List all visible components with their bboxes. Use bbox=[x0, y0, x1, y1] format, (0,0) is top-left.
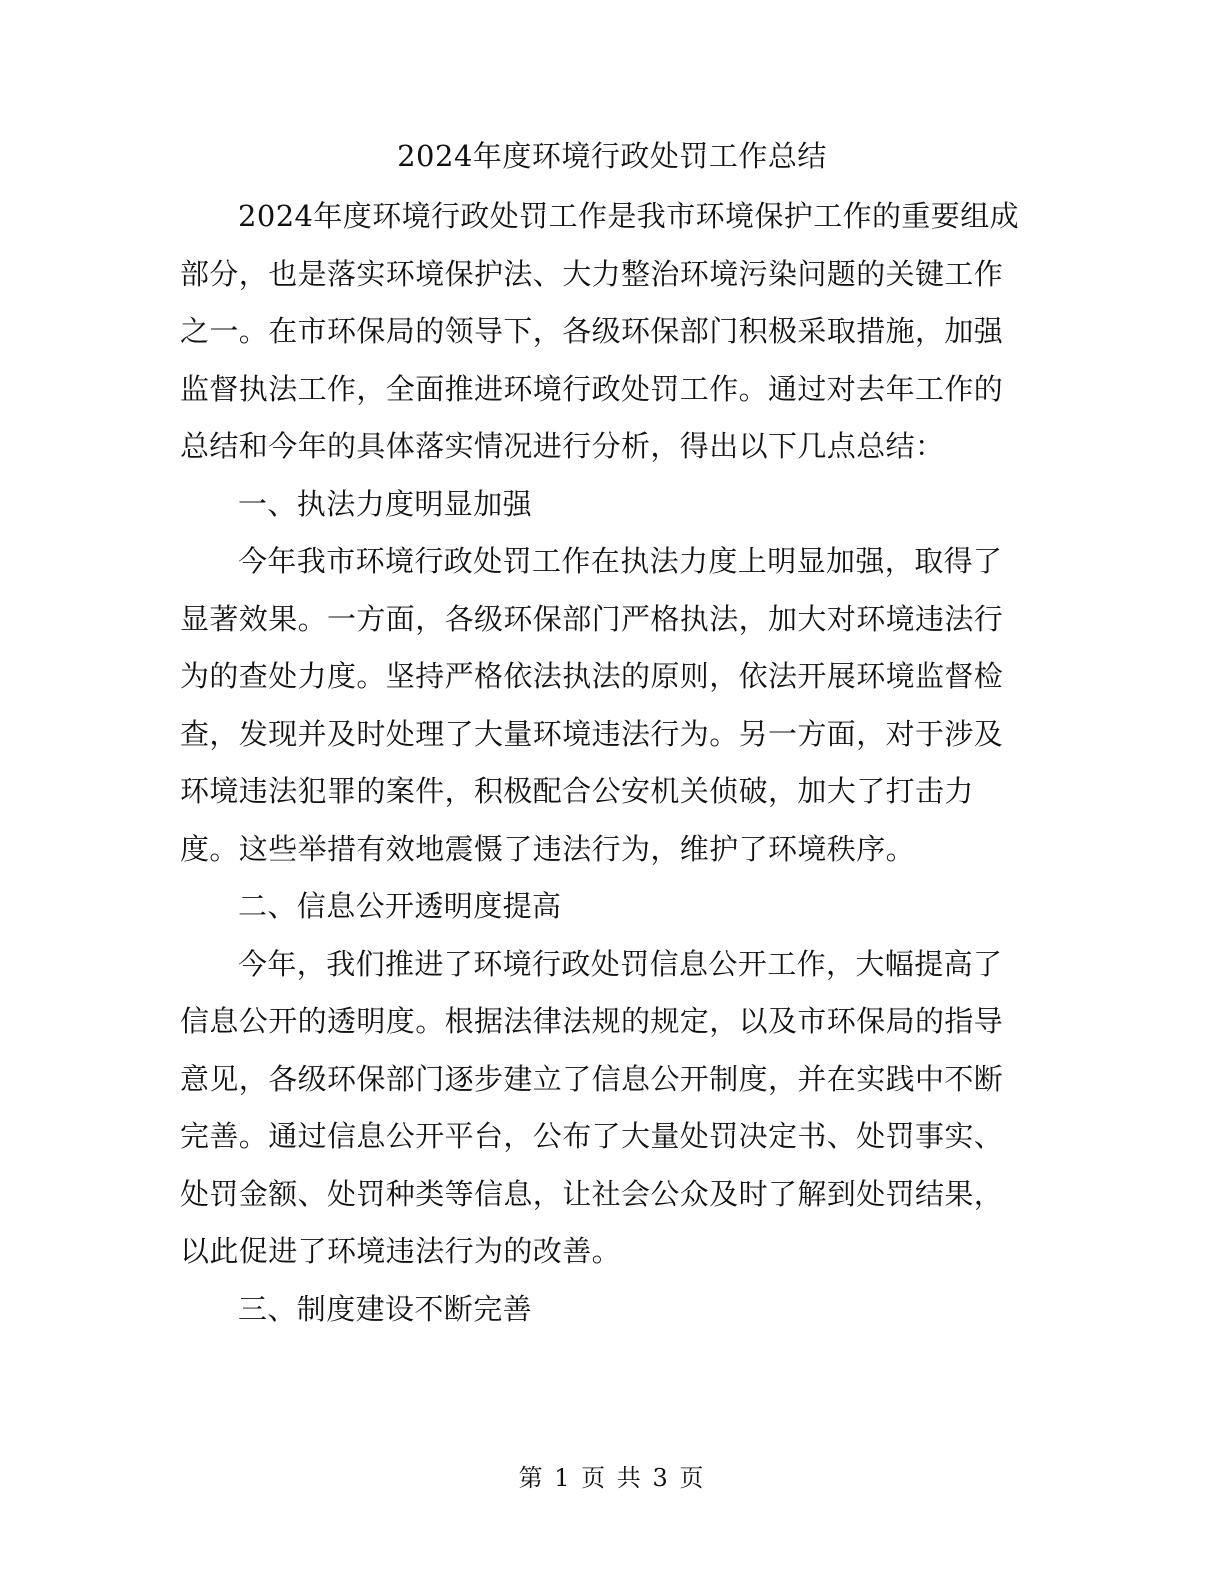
section-paragraph-1: 今年我市环境行政处罚工作在执法力度上明显加强，取得了显著效果。一方面，各级环保部门严格执法，加大对环境违法行为的查处力度。坚持严格依法执法的原则，依法开展环境监督检查，发现并及时处理了大量环境违法行为。另一方面，对于涉及环境违法犯罪的案件，积极配合公安机关侦破，加大了打击力度。这些举措有效地震慑了违法行为，维护了环境秩序。 bbox=[180, 544, 1004, 866]
intro-paragraph: 2024年度环境行政处罚工作是我市环境保护工作的重要组成部分，也是落实环境保护法、大力整治环境污染问题的关键工作之一。在市环保局的领导下，各级环保部门积极采取措施，加强监督执法工作，全面推进环境行政处罚工作。通过对去年工作的总结和今年的具体落实情况进行分析，得出以下几点总结： bbox=[180, 199, 1020, 463]
document-body bbox=[180, 188, 1020, 1338]
section-paragraph-2: 今年，我们推进了环境行政处罚信息公开工作，大幅提高了信息公开的透明度。根据法律法规的规定，以及市环保局的指导意见，各级环保部门逐步建立了信息公开制度，并在实践中不断完善。通过信息公开平台，公布了大量处罚决定书、处罚事实、处罚金额、处罚种类等信息，让社会公众及时了解到处罚结果，以此促进了环境违法行为的改善。 bbox=[180, 946, 1004, 1268]
document-title: 2024年度环境行政处罚工作总结 bbox=[397, 139, 827, 173]
section-heading-2: 二、信息公开透明度提高 bbox=[238, 889, 562, 923]
section-heading-1: 一、执法力度明显加强 bbox=[238, 486, 533, 521]
page-number-footer: 第 1 页 共 3 页 bbox=[518, 1464, 706, 1492]
section-heading-3: 三、制度建设不断完善 bbox=[238, 1291, 533, 1326]
